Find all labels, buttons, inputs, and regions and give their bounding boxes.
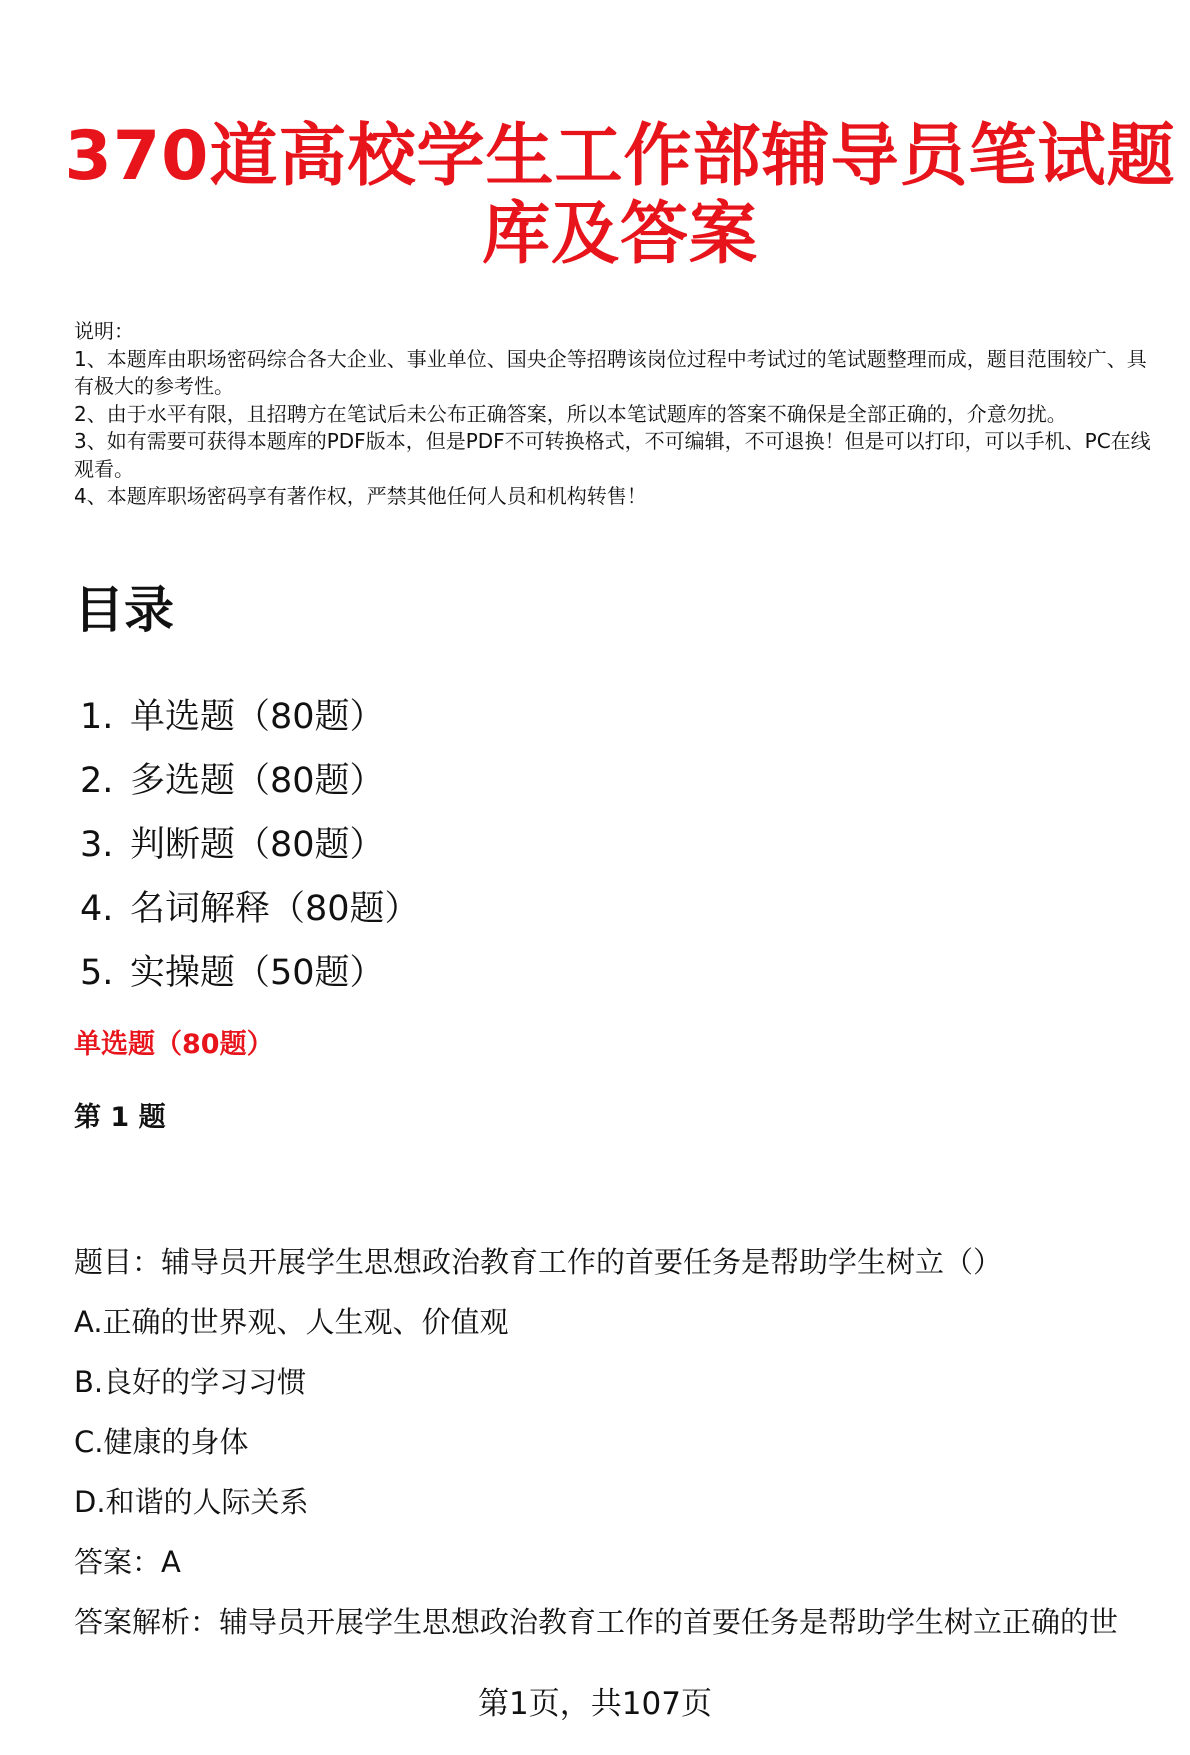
toc-item-label: 单选题（80题） [130, 697, 385, 737]
answer: 答案：A [74, 1545, 181, 1579]
notes-heading: 说明： [74, 319, 134, 343]
toc-item-label: 名词解释（80题） [130, 889, 420, 929]
toc-item-practical[interactable] [80, 941, 420, 1005]
note-item-3: 3、如有需要可获得本题库的PDF版本，但是PDF不可转换格式，不可编辑，不可退换！但是可以打印，可以手机、PC在线观看。 [74, 429, 1151, 481]
section-heading: 单选题（80题） [74, 1029, 274, 1060]
question-number: 第 1 题 [74, 1102, 166, 1133]
toc-item-multiple-choice[interactable] [80, 749, 420, 813]
toc-item-number: 5. [80, 953, 114, 993]
question-block [74, 1240, 1164, 1660]
notes-block [74, 318, 1154, 511]
option-a: A.正确的世界观、人生观、价值观 [74, 1305, 509, 1339]
option-c: C.健康的身体 [74, 1425, 249, 1459]
toc-item-label: 判断题（80题） [130, 825, 385, 865]
note-item-1: 1、本题库由职场密码综合各大企业、事业单位、国央企等招聘该岗位过程中考试过的笔试题整理而成，题目范围较广、具有极大的参考性。 [74, 346, 1147, 398]
page-number: 第1页，共107页 [478, 1686, 712, 1722]
toc-item-number: 2. [80, 761, 114, 801]
document-title: 370道高校学生工作部辅导员笔试题库及答案 [64, 117, 1176, 274]
answer-explanation: 答案解析：辅导员开展学生思想政治教育工作的首要任务是帮助学生树立正确的世 [74, 1605, 1119, 1639]
toc-list [80, 685, 420, 1005]
toc-item-number: 1. [80, 697, 114, 737]
question-stem: 题目：辅导员开展学生思想政治教育工作的首要任务是帮助学生树立（） [74, 1245, 1003, 1279]
toc-item-number: 4. [80, 889, 114, 929]
note-item-4: 4、本题库职场密码享有著作权，严禁其他任何人员和机构转售！ [74, 484, 647, 508]
toc-item-single-choice[interactable] [80, 685, 420, 749]
toc-item-number: 3. [80, 825, 114, 865]
toc-heading: 目录 [74, 581, 174, 639]
toc-item-terms[interactable] [80, 877, 420, 941]
option-d: D.和谐的人际关系 [74, 1485, 309, 1519]
toc-item-label: 多选题（80题） [130, 761, 385, 801]
note-item-2: 2、由于水平有限，且招聘方在笔试后未公布正确答案，所以本笔试题库的答案不确保是全部正确的，介意勿扰。 [74, 401, 1067, 426]
option-b: B.良好的学习习惯 [74, 1365, 307, 1399]
toc-item-true-false[interactable] [80, 813, 420, 877]
toc-item-label: 实操题（50题） [130, 953, 385, 993]
